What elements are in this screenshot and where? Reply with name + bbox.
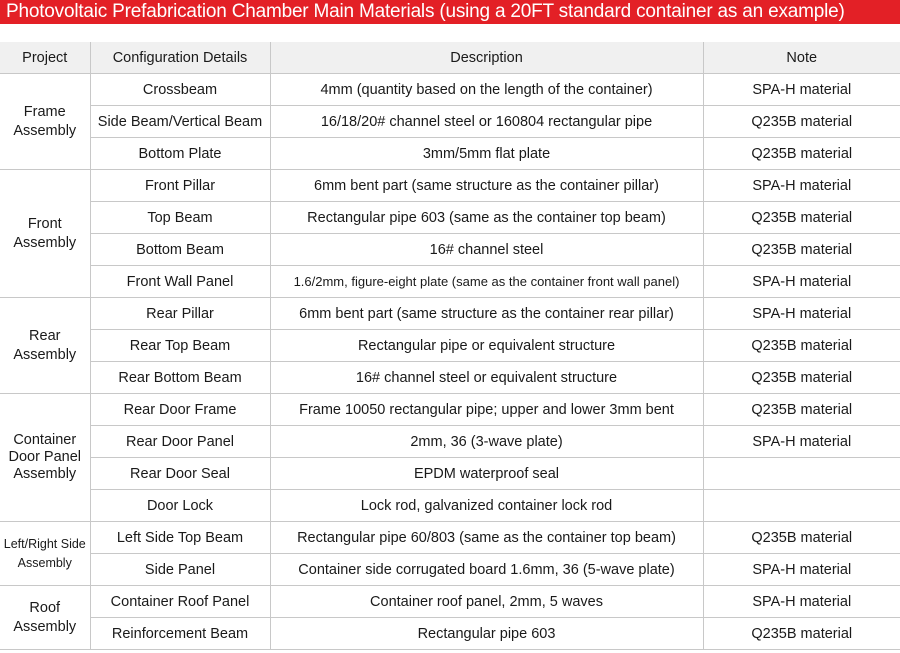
config-cell: Side Beam/Vertical Beam <box>90 106 270 138</box>
config-cell: Rear Door Seal <box>90 458 270 490</box>
header-project: Project <box>0 42 90 74</box>
table-header-row <box>0 42 900 74</box>
note-cell: Q235B material <box>703 234 900 266</box>
note-cell: Q235B material <box>703 394 900 426</box>
note-cell: SPA-H material <box>703 74 900 106</box>
config-cell: Door Lock <box>90 490 270 522</box>
header-note: Note <box>703 42 900 74</box>
note-cell: Q235B material <box>703 618 900 650</box>
table-row <box>0 426 900 458</box>
description-cell: 4mm (quantity based on the length of the container) <box>270 74 703 106</box>
table-row <box>0 394 900 426</box>
group-front-assembly: Front Assembly <box>0 170 90 298</box>
note-cell <box>703 490 900 522</box>
description-cell: 6mm bent part (same structure as the container pillar) <box>270 170 703 202</box>
table-row <box>0 586 900 618</box>
table-row <box>0 618 900 650</box>
description-cell: 16# channel steel or equivalent structure <box>270 362 703 394</box>
group-roof-assembly: Roof Assembly <box>0 586 90 650</box>
note-cell: SPA-H material <box>703 266 900 298</box>
config-cell: Front Wall Panel <box>90 266 270 298</box>
table-row <box>0 74 900 106</box>
note-cell: SPA-H material <box>703 170 900 202</box>
config-cell: Rear Door Panel <box>90 426 270 458</box>
config-cell: Crossbeam <box>90 74 270 106</box>
table-row <box>0 362 900 394</box>
description-cell: Container roof panel, 2mm, 5 waves <box>270 586 703 618</box>
table-row <box>0 106 900 138</box>
note-cell: Q235B material <box>703 362 900 394</box>
table-row <box>0 202 900 234</box>
description-cell: 16/18/20# channel steel or 160804 rectangular pipe <box>270 106 703 138</box>
config-cell: Left Side Top Beam <box>90 522 270 554</box>
table-row <box>0 298 900 330</box>
description-cell: Container side corrugated board 1.6mm, 36 (5-wave plate) <box>270 554 703 586</box>
config-cell: Rear Door Frame <box>90 394 270 426</box>
note-cell: Q235B material <box>703 138 900 170</box>
description-cell: 16# channel steel <box>270 234 703 266</box>
description-cell: Frame 10050 rectangular pipe; upper and lower 3mm bent <box>270 394 703 426</box>
note-cell: Q235B material <box>703 106 900 138</box>
materials-table <box>0 42 900 650</box>
description-cell: Rectangular pipe 603 (same as the container top beam) <box>270 202 703 234</box>
group-container-door-panel-assembly: Container Door Panel Assembly <box>0 394 90 522</box>
config-cell: Reinforcement Beam <box>90 618 270 650</box>
header-configuration: Configuration Details <box>90 42 270 74</box>
config-cell: Rear Pillar <box>90 298 270 330</box>
description-cell: Rectangular pipe 60/803 (same as the container top beam) <box>270 522 703 554</box>
note-cell <box>703 458 900 490</box>
config-cell: Side Panel <box>90 554 270 586</box>
table-row <box>0 522 900 554</box>
config-cell: Top Beam <box>90 202 270 234</box>
config-cell: Bottom Plate <box>90 138 270 170</box>
description-cell: 2mm, 36 (3-wave plate) <box>270 426 703 458</box>
table-row <box>0 138 900 170</box>
note-cell: SPA-H material <box>703 298 900 330</box>
table-row <box>0 554 900 586</box>
group-left-right-side-assembly: Left/Right Side Assembly <box>0 522 90 586</box>
description-cell: Rectangular pipe or equivalent structure <box>270 330 703 362</box>
config-cell: Front Pillar <box>90 170 270 202</box>
description-cell: Lock rod, galvanized container lock rod <box>270 490 703 522</box>
table-row <box>0 234 900 266</box>
description-cell: EPDM waterproof seal <box>270 458 703 490</box>
table-row <box>0 266 900 298</box>
table-row <box>0 458 900 490</box>
config-cell: Container Roof Panel <box>90 586 270 618</box>
description-cell: 3mm/5mm flat plate <box>270 138 703 170</box>
table-row <box>0 170 900 202</box>
description-cell: 6mm bent part (same structure as the container rear pillar) <box>270 298 703 330</box>
table-row <box>0 490 900 522</box>
note-cell: Q235B material <box>703 202 900 234</box>
config-cell: Bottom Beam <box>90 234 270 266</box>
config-cell: Rear Bottom Beam <box>90 362 270 394</box>
description-cell: Rectangular pipe 603 <box>270 618 703 650</box>
note-cell: SPA-H material <box>703 554 900 586</box>
note-cell: SPA-H material <box>703 586 900 618</box>
group-rear-assembly: Rear Assembly <box>0 298 90 394</box>
note-cell: SPA-H material <box>703 426 900 458</box>
note-cell: Q235B material <box>703 522 900 554</box>
group-frame-assembly: Frame Assembly <box>0 74 90 170</box>
table-row <box>0 330 900 362</box>
note-cell: Q235B material <box>703 330 900 362</box>
page-title: Photovoltaic Prefabrication Chamber Main Materials (using a 20FT standard container as an example) <box>0 0 900 24</box>
description-cell: 1.6/2mm, figure-eight plate (same as the container front wall panel) <box>270 266 703 298</box>
header-description: Description <box>270 42 703 74</box>
config-cell: Rear Top Beam <box>90 330 270 362</box>
